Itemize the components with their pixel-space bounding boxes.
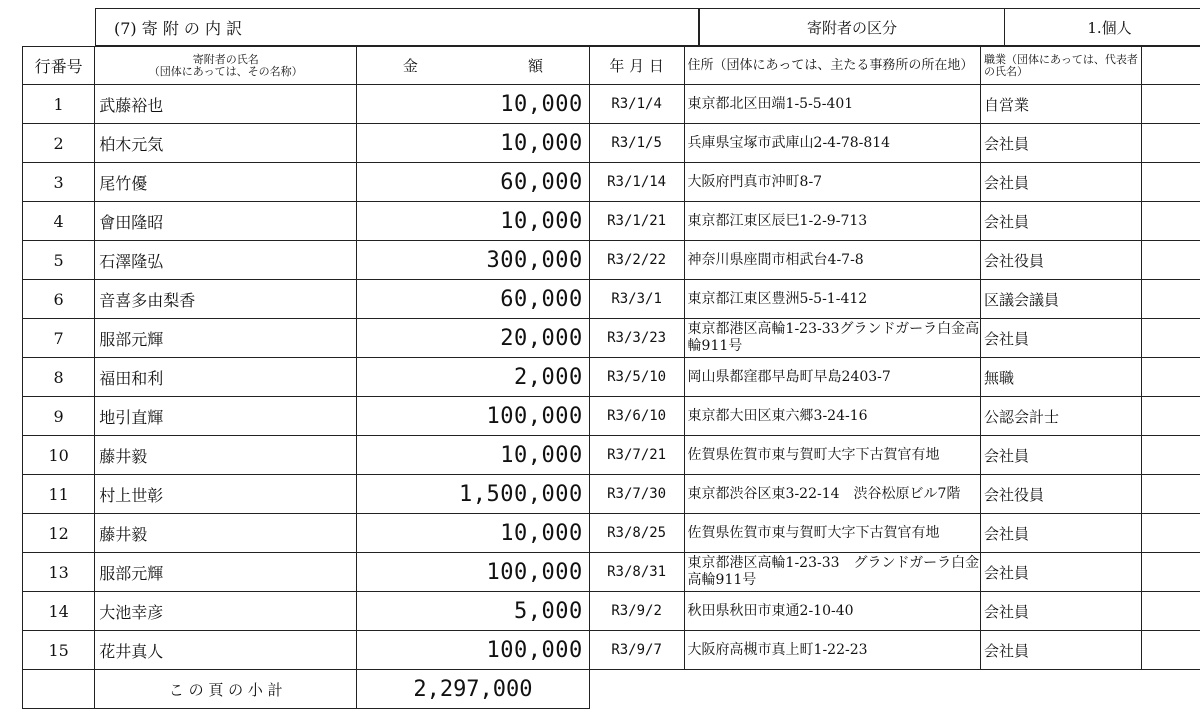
donor-occupation: 会社員 — [980, 319, 1141, 358]
donor-occupation: 会社員 — [980, 163, 1141, 202]
donor-occupation: 会社員 — [980, 436, 1141, 475]
donor-address: 東京都大田区東六郷3-24-16 — [684, 397, 980, 436]
donation-date: R3/3/23 — [589, 319, 684, 358]
row-number: 1 — [23, 85, 95, 124]
section-title-box — [95, 8, 699, 46]
table-row — [23, 124, 1200, 163]
donation-date: R3/5/10 — [589, 358, 684, 397]
row-number: 7 — [23, 319, 95, 358]
donor-occupation: 会社員 — [980, 514, 1141, 553]
table-row — [23, 241, 1200, 280]
table-row — [23, 631, 1200, 670]
donor-name: 音喜多由梨香 — [95, 280, 357, 319]
donation-amount: 10,000 — [357, 436, 590, 475]
donation-date: R3/1/21 — [589, 202, 684, 241]
row-number: 4 — [23, 202, 95, 241]
table-row — [23, 514, 1200, 553]
donation-amount: 60,000 — [357, 163, 590, 202]
donation-amount: 100,000 — [357, 631, 590, 670]
extra-cell — [1142, 514, 1200, 553]
extra-cell — [1142, 553, 1200, 592]
donor-address: 兵庫県宝塚市武庫山2-4-78-814 — [684, 124, 980, 163]
extra-cell — [1142, 85, 1200, 124]
donor-address: 大阪府門真市沖町8-7 — [684, 163, 980, 202]
col-header-row-no: 行番号 — [23, 47, 95, 85]
table-body — [23, 85, 1200, 670]
col-header-occupation: 職業（団体にあっては、代表者の氏名） — [980, 47, 1141, 85]
table-row — [23, 85, 1200, 124]
donation-date: R3/1/5 — [589, 124, 684, 163]
donor-address: 東京都北区田端1-5-5-401 — [684, 85, 980, 124]
donor-name: 柏木元気 — [95, 124, 357, 163]
col-header-amount-b: 額 — [527, 57, 543, 75]
subtotal-empty-2 — [684, 670, 980, 709]
extra-cell — [1142, 358, 1200, 397]
table-row — [23, 553, 1200, 592]
table-row — [23, 475, 1200, 514]
extra-cell — [1142, 319, 1200, 358]
subtotal-empty-1 — [589, 670, 684, 709]
donor-name: 花井真人 — [95, 631, 357, 670]
donor-occupation: 会社役員 — [980, 475, 1141, 514]
table-row — [23, 358, 1200, 397]
row-number: 8 — [23, 358, 95, 397]
donor-name: 服部元輝 — [95, 553, 357, 592]
donor-occupation: 会社員 — [980, 553, 1141, 592]
donation-date: R3/9/7 — [589, 631, 684, 670]
donor-address: 東京都渋谷区東3-22-14 渋谷松原ビル7階 — [684, 475, 980, 514]
col-header-name — [95, 47, 357, 85]
donation-date: R3/9/2 — [589, 592, 684, 631]
col-header-name-line1: 寄附者の氏名 — [192, 52, 259, 66]
donation-amount: 10,000 — [357, 124, 590, 163]
donor-occupation: 会社役員 — [980, 241, 1141, 280]
extra-cell — [1142, 592, 1200, 631]
row-number: 5 — [23, 241, 95, 280]
extra-cell — [1142, 631, 1200, 670]
donation-date: R3/1/4 — [589, 85, 684, 124]
extra-cell — [1142, 397, 1200, 436]
donation-amount: 10,000 — [357, 85, 590, 124]
extra-cell — [1142, 280, 1200, 319]
donation-table — [22, 46, 1200, 709]
row-number: 15 — [23, 631, 95, 670]
donation-amount: 10,000 — [357, 202, 590, 241]
donor-address: 岡山県都窪郡早島町早島2403-7 — [684, 358, 980, 397]
donor-name: 地引直輝 — [95, 397, 357, 436]
donation-amount: 2,000 — [357, 358, 590, 397]
donation-date: R3/8/25 — [589, 514, 684, 553]
donor-occupation: 区議会議員 — [980, 280, 1141, 319]
donation-date: R3/7/21 — [589, 436, 684, 475]
table-row — [23, 436, 1200, 475]
subtotal-spacer — [23, 670, 95, 709]
subtotal-empty-4 — [1142, 670, 1200, 709]
extra-cell — [1142, 124, 1200, 163]
donor-occupation: 会社員 — [980, 631, 1141, 670]
donor-category-label-box — [699, 8, 1005, 46]
col-header-amount-a: 金 — [402, 57, 418, 75]
donor-occupation: 会社員 — [980, 124, 1141, 163]
donation-date: R3/6/10 — [589, 397, 684, 436]
donation-amount: 100,000 — [357, 397, 590, 436]
donation-amount: 100,000 — [357, 553, 590, 592]
extra-cell — [1142, 202, 1200, 241]
col-header-address: 住所（団体にあっては、主たる事務所の所在地） — [684, 47, 980, 85]
donor-occupation: 無職 — [980, 358, 1141, 397]
extra-cell — [1142, 241, 1200, 280]
donor-address: 大阪府高槻市真上町1-22-23 — [684, 631, 980, 670]
donor-name: 會田隆昭 — [95, 202, 357, 241]
donor-address: 東京都港区高輪1-23-33グランドガーラ白金高輪911号 — [684, 319, 980, 358]
col-header-date: 年 月 日 — [589, 47, 684, 85]
donor-address: 佐賀県佐賀市東与賀町大字下古賀官有地 — [684, 436, 980, 475]
col-header-name-line2: （団体にあっては、その名称） — [148, 64, 303, 78]
donation-amount: 60,000 — [357, 280, 590, 319]
donor-category-value: 1.個人 — [1087, 18, 1132, 37]
donation-date: R3/2/22 — [589, 241, 684, 280]
extra-cell — [1142, 436, 1200, 475]
donation-date: R3/8/31 — [589, 553, 684, 592]
donor-address: 東京都江東区豊洲5-5-1-412 — [684, 280, 980, 319]
donor-category-label: 寄附者の区分 — [806, 18, 897, 37]
table-row — [23, 163, 1200, 202]
table-row — [23, 397, 1200, 436]
donor-name: 藤井毅 — [95, 436, 357, 475]
donor-address: 秋田県秋田市東通2-10-40 — [684, 592, 980, 631]
subtotal-value: 2,297,000 — [357, 670, 590, 709]
donor-occupation: 会社員 — [980, 592, 1141, 631]
row-number: 3 — [23, 163, 95, 202]
donor-address: 神奈川県座間市相武台4-7-8 — [684, 241, 980, 280]
table-row — [23, 202, 1200, 241]
donor-address: 佐賀県佐賀市東与賀町大字下古賀官有地 — [684, 514, 980, 553]
donor-category-value-box — [1004, 8, 1200, 46]
extra-cell — [1142, 163, 1200, 202]
donor-name: 福田和利 — [95, 358, 357, 397]
subtotal-empty-3 — [980, 670, 1141, 709]
donor-occupation: 会社員 — [980, 202, 1141, 241]
donor-name: 村上世彰 — [95, 475, 357, 514]
section-title: (7) 寄 附 の 内 訳 — [114, 18, 243, 38]
row-number: 14 — [23, 592, 95, 631]
donation-date: R3/3/1 — [589, 280, 684, 319]
donation-amount: 1,500,000 — [357, 475, 590, 514]
table-row — [23, 592, 1200, 631]
col-header-extra — [1142, 47, 1200, 85]
donation-amount: 20,000 — [357, 319, 590, 358]
row-number: 2 — [23, 124, 95, 163]
table-row — [23, 319, 1200, 358]
donor-name: 尾竹優 — [95, 163, 357, 202]
donor-name: 藤井毅 — [95, 514, 357, 553]
donation-amount: 5,000 — [357, 592, 590, 631]
donor-name: 武藤裕也 — [95, 85, 357, 124]
table-header-row — [23, 47, 1200, 85]
donor-occupation: 自営業 — [980, 85, 1141, 124]
col-header-amount — [357, 47, 590, 85]
donor-address: 東京都江東区辰巳1-2-9-713 — [684, 202, 980, 241]
donor-name: 大池幸彦 — [95, 592, 357, 631]
row-number: 6 — [23, 280, 95, 319]
row-number: 13 — [23, 553, 95, 592]
donor-name: 石澤隆弘 — [95, 241, 357, 280]
subtotal-row — [23, 670, 1200, 709]
row-number: 12 — [23, 514, 95, 553]
extra-cell — [1142, 475, 1200, 514]
donation-date: R3/1/14 — [589, 163, 684, 202]
table-row — [23, 280, 1200, 319]
row-number: 9 — [23, 397, 95, 436]
row-number: 11 — [23, 475, 95, 514]
donation-amount: 300,000 — [357, 241, 590, 280]
row-number: 10 — [23, 436, 95, 475]
donation-amount: 10,000 — [357, 514, 590, 553]
subtotal-label: こ の 頁 の 小 計 — [95, 670, 357, 709]
donation-date: R3/7/30 — [589, 475, 684, 514]
donor-address: 東京都港区高輪1-23-33 グランドガーラ白金高輪911号 — [684, 553, 980, 592]
donor-name: 服部元輝 — [95, 319, 357, 358]
donor-occupation: 公認会計士 — [980, 397, 1141, 436]
